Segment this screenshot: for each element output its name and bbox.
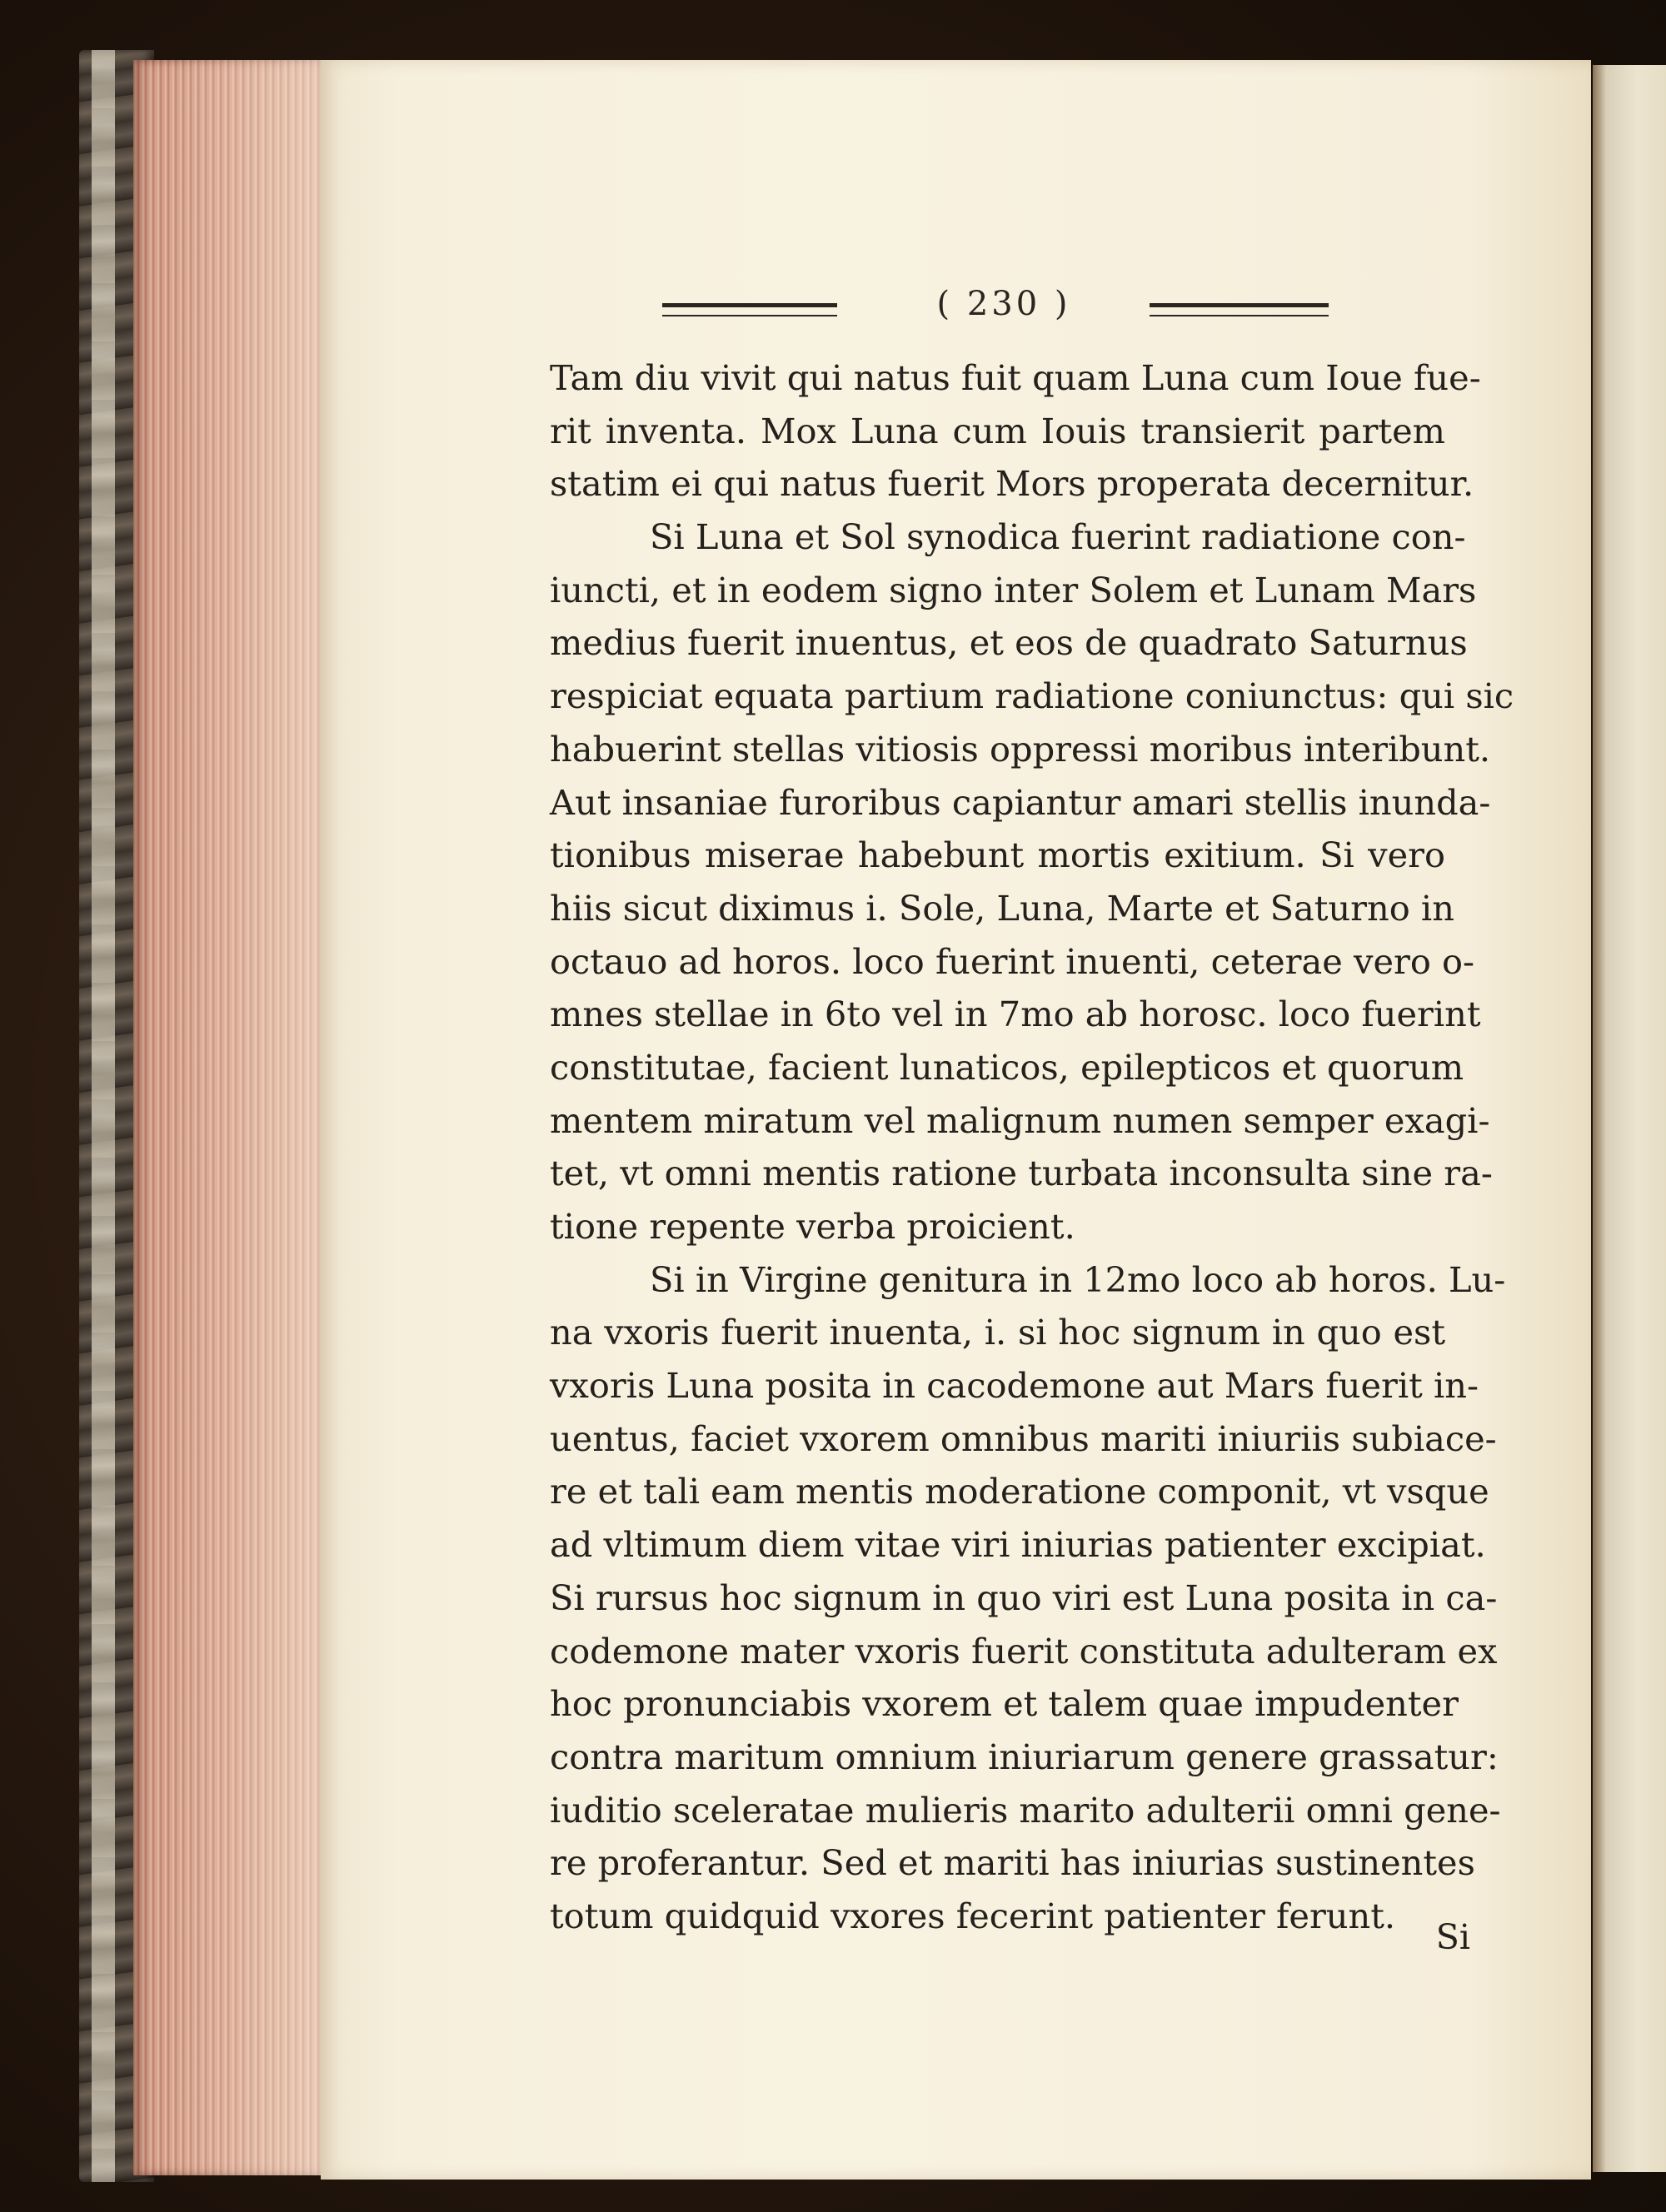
cover-edge (92, 50, 115, 2182)
text-line: medius fuerit inuentus, et eos de quadrato Saturnus (550, 622, 1468, 664)
text-line: hiis sicut diximus i. Sole, Luna, Marte et Saturno in (550, 887, 1454, 929)
text-line: Si Luna et Sol synodica fuerint radiatione con- (650, 516, 1466, 558)
text-line: Si rursus hoc signum in quo viri est Luna posita in ca- (550, 1577, 1498, 1618)
text-line: iuncti, et in eodem signo inter Solem et Lunam Mars (550, 569, 1477, 610)
book-page (321, 60, 1591, 2180)
page-header (321, 285, 1591, 335)
text-line: octauo ad horos. loco fuerint inuenti, ceterae vero o- (550, 940, 1475, 982)
facing-page-edge (1593, 65, 1666, 2172)
text-line: codemone mater vxoris fuerit constituta adulteram ex (550, 1630, 1498, 1671)
header-rule-right (1150, 303, 1329, 316)
text-line: totum quidquid vxores fecerint patienter ferunt. (550, 1895, 1396, 1936)
text-line: contra maritum omnium iniuriarum genere grassatur: (550, 1736, 1499, 1777)
text-line: vxoris Luna posita in cacodemone aut Mars fuerit in- (550, 1365, 1479, 1407)
text-line: hoc pronunciabis vxorem et talem quae impudenter (550, 1683, 1459, 1725)
text-line: iuditio sceleratae mulieris marito adulterii omni gene- (550, 1789, 1501, 1831)
header-rule-left (662, 303, 837, 316)
text-line: uentus, faciet vxorem omnibus mariti iniuriis subiace- (550, 1417, 1497, 1459)
catchword: Si (1435, 1917, 1470, 1957)
text-line: tet, vt omni mentis ratione turbata inconsulta sine ra- (550, 1153, 1493, 1194)
text-line: statim ei qui natus fuerit Mors properata decernitur. (550, 463, 1474, 505)
text-line: ad vltimum diem vitae viri iniurias patienter excipiat. (550, 1524, 1486, 1566)
text-line: Tam diu vivit qui natus fuit quam Luna cum Ioue fue- (550, 357, 1481, 398)
text-line: re et tali eam mentis moderatione componit, vt vsque (550, 1471, 1489, 1512)
text-line: tionibus miserae habebunt mortis exitium. Si vero (550, 834, 1445, 876)
text-line: Aut insaniae furoribus capiantur amari stellis inunda- (550, 781, 1491, 823)
body-text (550, 351, 1514, 1943)
text-line: tione repente verba proicient. (550, 1206, 1075, 1247)
text-line: habuerint stellas vitiosis oppressi moribus interibunt. (550, 728, 1491, 770)
text-line: mnes stellae in 6to vel in 7mo ab horosc. loco fuerint (550, 994, 1481, 1035)
text-line: na vxoris fuerit inuenta, i. si hoc signum in quo est (550, 1312, 1445, 1353)
text-line: re proferantur. Sed et mariti has iniurias sustinentes (550, 1842, 1475, 1884)
text-line: respiciat equata partium radiatione coniunctus: qui sic (550, 675, 1514, 717)
text-line: mentem miratum vel malignum numen semper exagi- (550, 1099, 1490, 1141)
page-fore-edge (133, 60, 325, 2175)
text-line: constitutae, facient lunaticos, epilepticos et quorum (550, 1046, 1464, 1088)
text-line: Si in Virgine genitura in 12mo loco ab horos. Lu- (650, 1258, 1506, 1300)
text-line: rit inventa. Mox Luna cum Iouis transierit partem (550, 410, 1445, 451)
page-number: ( 230 ) (936, 285, 1071, 323)
